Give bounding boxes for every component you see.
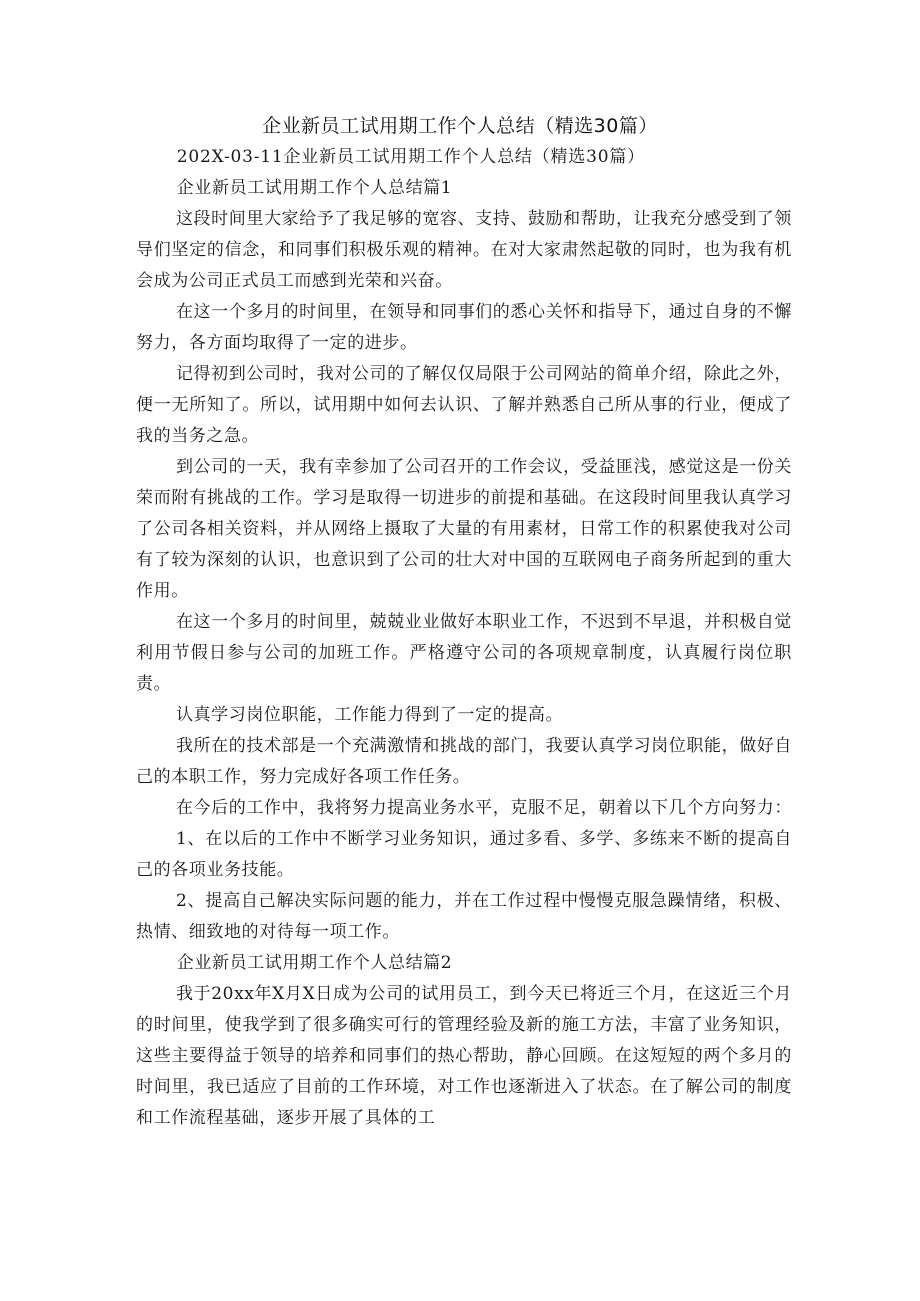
list-item: 1、在以后的工作中不断学习业务知识，通过多看、多学、多练来不断的提高自己的各项业务技能。 — [136, 829, 792, 880]
section-heading-1: 企业新员工试用期工作个人总结篇1 — [176, 178, 453, 198]
paragraph: 到公司的一天，我有幸参加了公司召开的工作会议，受益匪浅，感觉这是一份关荣而附有挑战的工作。学习是取得一切进步的前提和基础。在这段时间里我认真学习了公司各相关资料，并从网络上摄取了大量的有用素材，日常工作的积累使我对公司有了较为深刻的认识，也意识到了公司的壮大对中国的互联网电子商务所起到的重大作用。 — [136, 457, 792, 601]
paragraph: 这段时间里大家给予了我足够的宽容、支持、鼓励和帮助，让我充分感受到了领导们坚定的信念，和同事们积极乐观的精神。在对大家肃然起敬的同时，也为我有机会成为公司正式员工而感到光荣和兴奋。 — [136, 209, 792, 291]
list-item: 2、提高自己解决实际问题的能力，并在工作过程中慢慢克服急躁情绪，积极、热情、细致地的对待每一项工作。 — [136, 891, 792, 942]
paragraph: 在今后的工作中，我将努力提高业务水平，克服不足，朝着以下几个方向努力： — [175, 798, 792, 818]
paragraph: 在这一个多月的时间里，在领导和同事们的悉心关怀和指导下，通过自身的不懈努力，各方面均取得了一定的进步。 — [136, 302, 792, 353]
document-title: 企业新员工试用期工作个人总结（精选30篇） — [262, 115, 658, 137]
paragraph: 我所在的技术部是一个充满激情和挑战的部门，我要认真学习岗位职能，做好自己的本职工作，努力完成好各项工作任务。 — [136, 736, 792, 787]
document-body — [136, 142, 792, 1134]
paragraph: 认真学习岗位职能，工作能力得到了一定的提高。 — [175, 705, 564, 725]
paragraph: 我于20xx年X月X日成为公司的试用员工，到今天已将近三个月，在这近三个月的时间里，使我学到了很多确实可行的管理经验及新的施工方法，丰富了业务知识，这些主要得益于领导的培养和同事们的热心帮助，静心回顾。在这短短的两个多月的时间里，我已适应了目前的工作环境，对工作也逐渐进入了状态。在了解公司的制度和工作流程基础，逐步开展了具体的工 — [136, 984, 792, 1128]
document-subtitle: 202X-03-11企业新员工试用期工作个人总结（精选30篇） — [176, 147, 645, 167]
section-heading-2: 企业新员工试用期工作个人总结篇2 — [176, 953, 453, 973]
paragraph: 记得初到公司时，我对公司的了解仅仅局限于公司网站的简单介绍，除此之外，便一无所知了。所以，试用期中如何去认识、了解并熟悉自己所从事的行业，便成了我的当务之急。 — [136, 364, 792, 446]
paragraph: 在这一个多月的时间里，兢兢业业做好本职业工作，不迟到不早退，并积极自觉利用节假日参与公司的加班工作。严格遵守公司的各项规章制度，认真履行岗位职责。 — [136, 612, 792, 694]
